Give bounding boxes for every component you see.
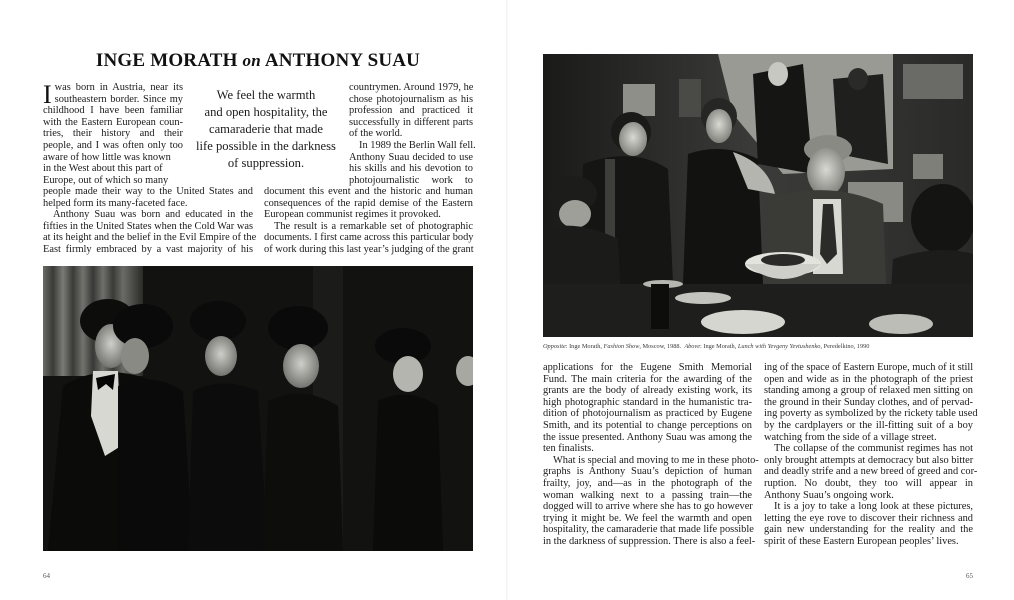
text-line: fifties in the United States when the Cold War was <box>43 220 253 232</box>
text-line: watching from the side of a village street. <box>764 431 937 443</box>
right-col2 <box>764 362 978 548</box>
pull-quote-line: and open hospitality, the <box>204 105 328 119</box>
text-line: The collapse of the communist regimes has not <box>774 443 973 455</box>
text-line: consequences of the rapid demise of the Eastern <box>264 197 473 209</box>
text-line: documents. I first came across this particular body <box>264 232 474 244</box>
text-line: successfully in different parts <box>349 116 473 128</box>
text-line: the ground in their Sunday clothes, and of pervad- <box>764 396 973 408</box>
text-line: Smith, and its potential to change perceptions on <box>543 419 752 431</box>
page-number-right: 65 <box>966 572 973 580</box>
text-line: frailty, joy, and—as in the photograph of the <box>543 477 752 489</box>
caption-opposite-place: , Moscow, 1988. <box>639 343 682 350</box>
text-line: countrymen. Around 1979, he <box>349 82 474 93</box>
text-line: The result is a remarkable set of photographic <box>274 220 473 232</box>
text-line: people made their way to the United States and <box>43 186 253 197</box>
text-line: and deadly strife and a new breed of greed and cor- <box>764 466 978 478</box>
text-line: hospitality, the camaraderie that made life possible <box>543 524 754 536</box>
title-author: INGE MORATH <box>95 50 238 71</box>
text-line: high photographic standard in the humanistic tra- <box>543 396 752 408</box>
text-line: Europe, out of which so many <box>43 174 169 186</box>
text-line: only brought attempts at democracy but also bitter <box>764 454 974 466</box>
text-line: trying it might be. We feel the warmth and open <box>543 512 752 524</box>
text-line: of work during this last year’s judging of the grant <box>264 243 474 255</box>
text-line: In 1989 the Berlin Wall fell. <box>359 139 476 151</box>
text-line: ruption. No doubt, they too will appear in <box>764 477 973 489</box>
text-line: aware of how little was known <box>43 151 171 163</box>
right-col1 <box>543 362 759 548</box>
pull-quote-line: of suppression. <box>227 156 305 170</box>
text-line: southeastern border. Since my <box>54 93 183 105</box>
text-line: by the cardplayers or the ill-fitting suit of a boy <box>764 419 973 431</box>
caption-above-label: Above <box>684 343 701 350</box>
pull-quote-line: We feel the warmth <box>216 88 316 102</box>
text-line: open and wide as in the photograph of the priest <box>764 373 973 385</box>
text-line: European communist regimes it provoked. <box>264 209 441 221</box>
caption-opposite-credit: : Inge Morath, <box>565 343 604 350</box>
text-line: dogged will to arrive where she has to go however <box>543 501 753 513</box>
text-line: woman walking next to a passing train—the <box>543 489 752 501</box>
text-line: dition of photojournalism as practiced by Eugene <box>543 408 752 420</box>
title-connector: on <box>242 51 261 70</box>
text-line: in the darkness of suppression. There is also a feel- <box>543 535 756 547</box>
caption-opposite-label: Opposite <box>543 343 566 350</box>
text-line: gain new understanding for the reality and the <box>764 524 973 536</box>
text-line: graphs is Anthony Suau’s depiction of human <box>543 466 752 478</box>
text-line: childhood I have been familiar <box>43 105 183 117</box>
drop-cap: I <box>43 80 52 109</box>
caption-above-title: Lunch with Yevgeny Yevtushenko <box>737 343 821 350</box>
text-line: East firmly embraced by a vast majority of his <box>43 243 253 255</box>
caption-opposite-title: Fashion Show <box>603 343 640 350</box>
text-line: standing among a group of relaxed men sitting on <box>764 385 973 397</box>
text-line: people, and I was often only too <box>43 139 183 151</box>
pull-quote-line: camaraderie that made <box>209 122 323 136</box>
text-line: ing of the space of Eastern Europe, much of it still <box>764 362 974 373</box>
text-line: What is special and moving to me in these photo- <box>553 454 759 466</box>
text-line: of the world. <box>349 128 403 140</box>
lunch-image <box>543 54 973 337</box>
caption-above-place: , Peredelkino, 1990 <box>820 343 870 350</box>
text-line: photojournalistic work to <box>349 174 473 186</box>
photo-lunch-yevtushenko <box>543 54 973 337</box>
text-line: spirit of these Eastern European peoples’ lives. <box>764 535 959 547</box>
text-line: ing poverty as symbolized by the rickety table used <box>764 408 978 420</box>
photo-caption <box>543 343 973 351</box>
text-line: in the West about this part of <box>43 163 163 175</box>
text-line: Anthony Suau was born and educated in the <box>53 209 253 221</box>
page-number-left: 64 <box>43 572 50 580</box>
text-line: grants are the body of already existing work, its <box>543 385 752 397</box>
text-line: at its height and the belief in the Evil Empire of the <box>43 232 257 244</box>
text-line: Anthony Suau decided to use <box>349 151 473 163</box>
title-subject: ANTHONY SUAU <box>264 50 421 71</box>
text-line: chose photojournalism as his <box>349 93 473 105</box>
caption-above-credit: : Inge Morath, <box>700 343 738 350</box>
text-line: Fund. The main criteria for the awarding of the <box>543 373 752 385</box>
text-line: ten finalists. <box>543 443 594 455</box>
text-line: profession and practiced it <box>349 105 473 117</box>
text-line: was born in Austria, near its <box>54 82 183 93</box>
text-line: tries, their history and their <box>43 128 183 140</box>
text-line: with the Eastern European coun- <box>43 116 183 128</box>
text-line: Anthony Suau’s ongoing work. <box>764 489 894 501</box>
text-line: letting the eye rove to discover their richness and <box>764 512 973 524</box>
text-line: helped form its many-faceted face. <box>43 197 188 209</box>
text-line: document this event and the historic and human <box>264 186 473 197</box>
text-line: applications for the Eugene Smith Memorial <box>543 362 752 373</box>
text-line: his skills and his devotion to <box>349 163 473 175</box>
text-line: the issue presented. Anthony Suau was among the <box>543 431 752 443</box>
text-line: It is a joy to take a long look at these pictures, <box>774 501 973 513</box>
pull-quote-line: life possible in the darkness <box>196 139 336 153</box>
